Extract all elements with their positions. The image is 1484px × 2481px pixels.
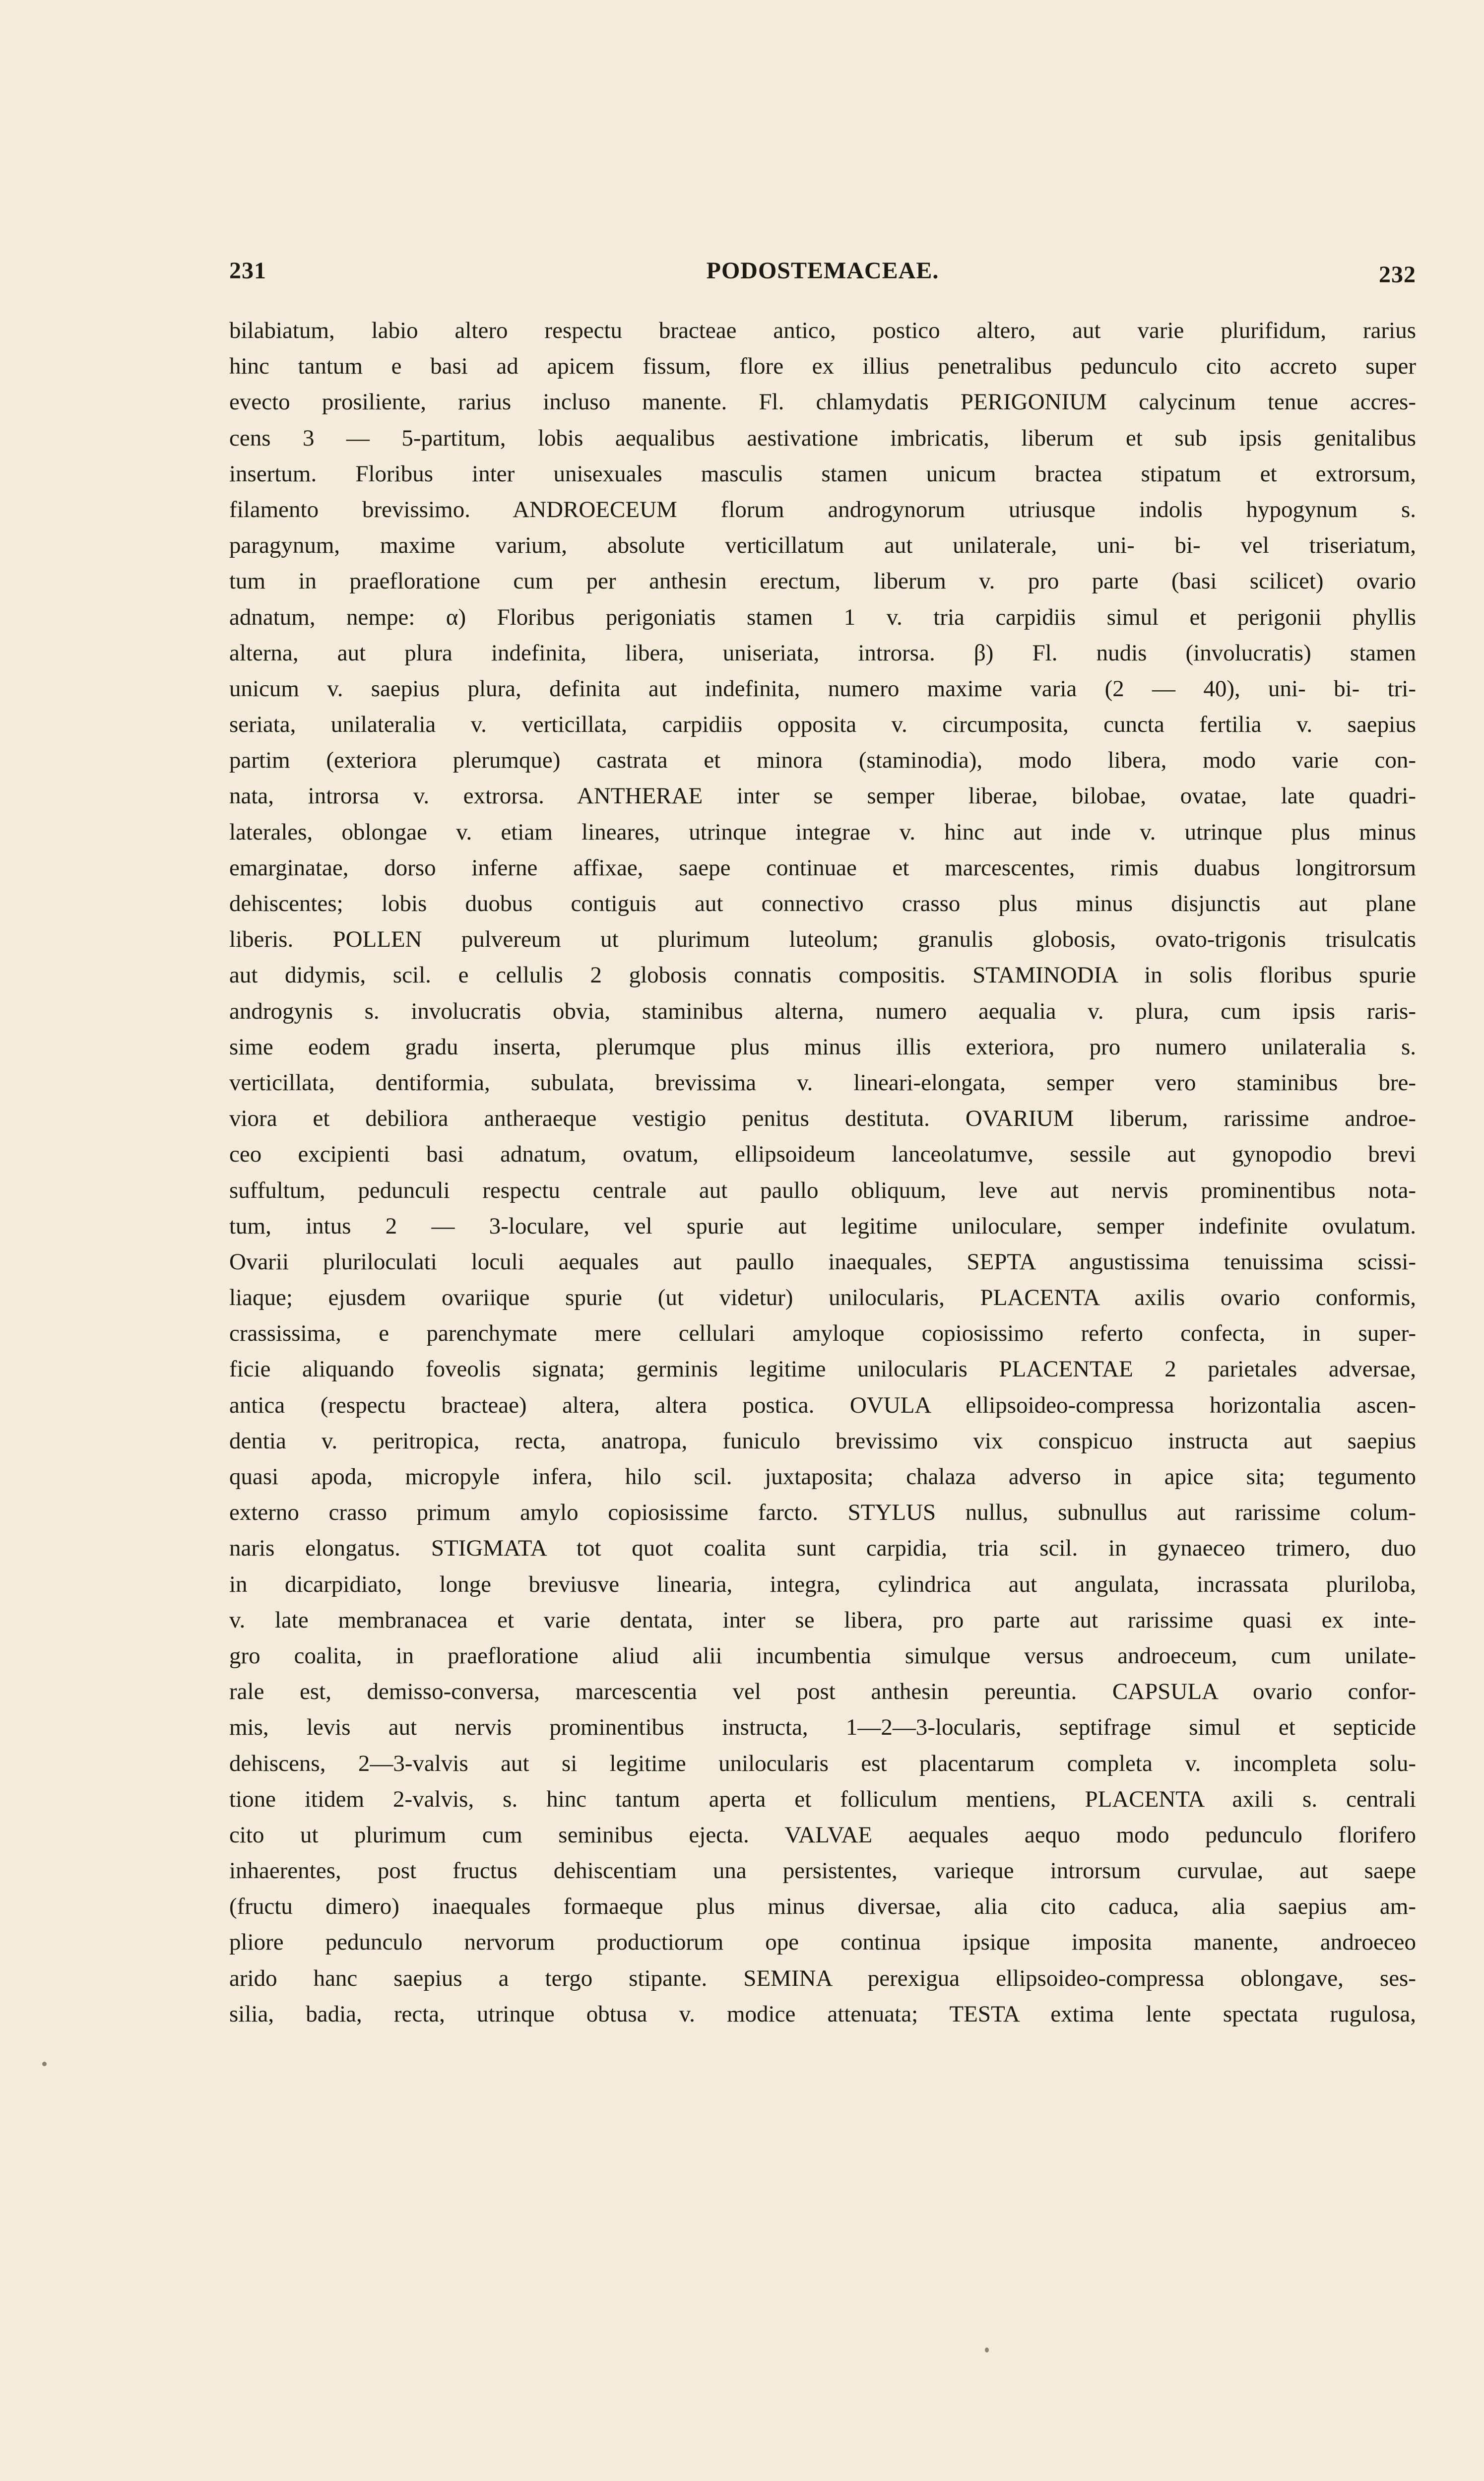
text-line: emarginatae, dorso inferne affixae, saepe continuae et marcescentes, rimis duabus longitrorsum [229, 854, 1416, 881]
text-line: quasi apoda, micropyle infera, hilo scil. juxtaposita; chalaza adverso in apice sita; tegumento [229, 1464, 1416, 1490]
text-line: externo crasso primum amylo copiosissime farcto. STYLUS nullus, subnullus aut rarissime colum- [229, 1500, 1416, 1526]
text-line: cito ut plurimum cum seminibus ejecta. VALVAE aequales aequo modo pedunculo florifero [229, 1822, 1416, 1848]
text-line: viora et debiliora antheraeque vestigio penitus destituta. OVARIUM liberum, rarissime androe- [229, 1106, 1416, 1132]
text-line: aut didymis, scil. e cellulis 2 globosis connatis compositis. STAMINODIA in solis floribus spurie [229, 962, 1416, 988]
text-line: gro coalita, in praefloratione aliud alii incumbentia simulque versus androeceum, cum unilate- [229, 1642, 1416, 1669]
text-line: alterna, aut plura indefinita, libera, uniseriata, introrsa. β) Fl. nudis (involucratis) stamen [229, 640, 1416, 666]
text-line: (fructu dimero) inaequales formaeque plus minus diversae, alia cito caduca, alia saepius am- [229, 1893, 1416, 1920]
text-line: Ovarii pluriloculati loculi aequales aut paullo inaequales, SEPTA angustissima tenuissima scissi- [229, 1248, 1416, 1275]
text-line: cens 3 — 5-partitum, lobis aequalibus aestivatione imbricatis, liberum et sub ipsis genitalibus [229, 425, 1416, 451]
text-line: sime eodem gradu inserta, plerumque plus minus illis exteriora, pro numero unilateralia s. [229, 1034, 1416, 1060]
text-line: pliore pedunculo nervorum productiorum ope continua ipsique imposita manente, androeceo [229, 1929, 1416, 1956]
text-line: evecto prosiliente, rarius incluso manente. Fl. chlamydatis PERIGONIUM calycinum tenue accres- [229, 389, 1416, 415]
page-header [229, 257, 1416, 297]
text-line: suffultum, pedunculi respectu centrale aut paullo obliquum, leve aut nervis prominentibus nota- [229, 1177, 1416, 1203]
text-line: unicum v. saepius plura, definita aut indefinita, numero maxime varia (2 — 40), uni- bi- tri- [229, 675, 1416, 702]
text-line: dehiscens, 2—3-valvis aut si legitime unilocularis est placentarum completa v. incompleta solu- [229, 1750, 1416, 1776]
text-line: tum, intus 2 — 3-loculare, vel spurie aut legitime uniloculare, semper indefinite ovulatum. [229, 1213, 1416, 1239]
text-line: insertum. Floribus inter unisexuales masculis stamen unicum bractea stipatum et extrorsum, [229, 460, 1416, 487]
text-line: ficie aliquando foveolis signata; germinis legitime unilocularis PLACENTAE 2 parietales adversae, [229, 1356, 1416, 1382]
text-line: dentia v. peritropica, recta, anatropa, funiculo brevissimo vix conspicuo instructa aut saepius [229, 1428, 1416, 1454]
text-line: tum in praefloratione cum per anthesin erectum, liberum v. pro parte (basi scilicet) ovario [229, 568, 1416, 594]
text-line: v. late membranacea et varie dentata, inter se libera, pro parte aut rarissime quasi ex inte- [229, 1607, 1416, 1633]
text-line: arido hanc saepius a tergo stipante. SEMINA perexigua ellipsoideo-compressa oblongave, ses- [229, 1965, 1416, 1991]
text-line: ceo excipienti basi adnatum, ovatum, ellipsoideum lanceolatumve, sessile aut gynopodio brevi [229, 1141, 1416, 1168]
text-line: verticillata, dentiformia, subulata, brevissima v. lineari-elongata, semper vero staminibus bre- [229, 1069, 1416, 1096]
text-line: silia, badia, recta, utrinque obtusa v. modice attenuata; TESTA extima lente spectata rugulosa, [229, 2001, 1416, 2027]
body-text [229, 313, 1416, 2032]
text-line: mis, levis aut nervis prominentibus instructa, 1—2—3-locularis, septifrage simul et septicide [229, 1714, 1416, 1741]
text-line: rale est, demisso-conversa, marcescentia vel post anthesin pereuntia. CAPSULA ovario confor- [229, 1679, 1416, 1705]
text-line: crassissima, e parenchymate mere cellulari amyloque copiosissimo referto confecta, in super- [229, 1320, 1416, 1347]
text-line: hinc tantum e basi ad apicem fissum, flore ex illius penetralibus pedunculo cito accreto super [229, 353, 1416, 380]
paper-speck [985, 2348, 989, 2352]
text-line: filamento brevissimo. ANDROECEUM florum androgynorum utriusque indolis hypogynum s. [229, 496, 1416, 522]
text-line: laterales, oblongae v. etiam lineares, utrinque integrae v. hinc aut inde v. utrinque plus minus [229, 819, 1416, 845]
text-line: dehiscentes; lobis duobus contiguis aut connectivo crasso plus minus disjunctis aut plane [229, 891, 1416, 916]
text-line: liaque; ejusdem ovariique spurie (ut videtur) unilocularis, PLACENTA axilis ovario conformis, [229, 1285, 1416, 1311]
text-line: paragynum, maxime varium, absolute verticillatum aut unilaterale, uni- bi- vel triseriatum, [229, 532, 1416, 559]
text-line: bilabiatum, labio altero respectu bracteae antico, postico altero, aut varie plurifidum, rarius [229, 318, 1416, 343]
text-line: seriata, unilateralia v. verticillata, carpidiis opposita v. circumposita, cuncta fertilia v. saepius [229, 712, 1416, 738]
running-title: PODOSTEMACEAE. [706, 258, 939, 284]
text-line: adnatum, nempe: α) Floribus perigoniatis stamen 1 v. tria carpidiis simul et perigonii phyllis [229, 604, 1416, 630]
text-line: naris elongatus. STIGMATA tot quot coalita sunt carpidia, tria scil. in gynaeceo trimero, duo [229, 1535, 1416, 1562]
text-line: in dicarpidiato, longe breviusve linearia, integra, cylindrica aut angulata, incrassata pluriloba, [229, 1571, 1416, 1597]
text-line: partim (exteriora plerumque) castrata et minora (staminodia), modo libera, modo varie con- [229, 747, 1416, 774]
page-number-right: 232 [1379, 261, 1416, 288]
text-line: antica (respectu bracteae) altera, altera postica. OVULA ellipsoideo-compressa horizontalia ascen- [229, 1392, 1416, 1418]
text-line: inhaerentes, post fructus dehiscentiam una persistentes, varieque introrsum curvulae, aut saepe [229, 1858, 1416, 1884]
page-number-left: 231 [229, 258, 266, 284]
text-line: nata, introrsa v. extrorsa. ANTHERAE inter se semper liberae, bilobae, ovatae, late quadri- [229, 783, 1416, 809]
text-line: androgynis s. involucratis obvia, staminibus alterna, numero aequalia v. plura, cum ipsis raris- [229, 998, 1416, 1024]
text-line: tione itidem 2-valvis, s. hinc tantum aperta et folliculum mentiens, PLACENTA axili s. centrali [229, 1786, 1416, 1812]
text-line: liberis. POLLEN pulvereum ut plurimum luteolum; granulis globosis, ovato-trigonis trisulcatis [229, 926, 1416, 953]
paper-speck [42, 2062, 47, 2066]
